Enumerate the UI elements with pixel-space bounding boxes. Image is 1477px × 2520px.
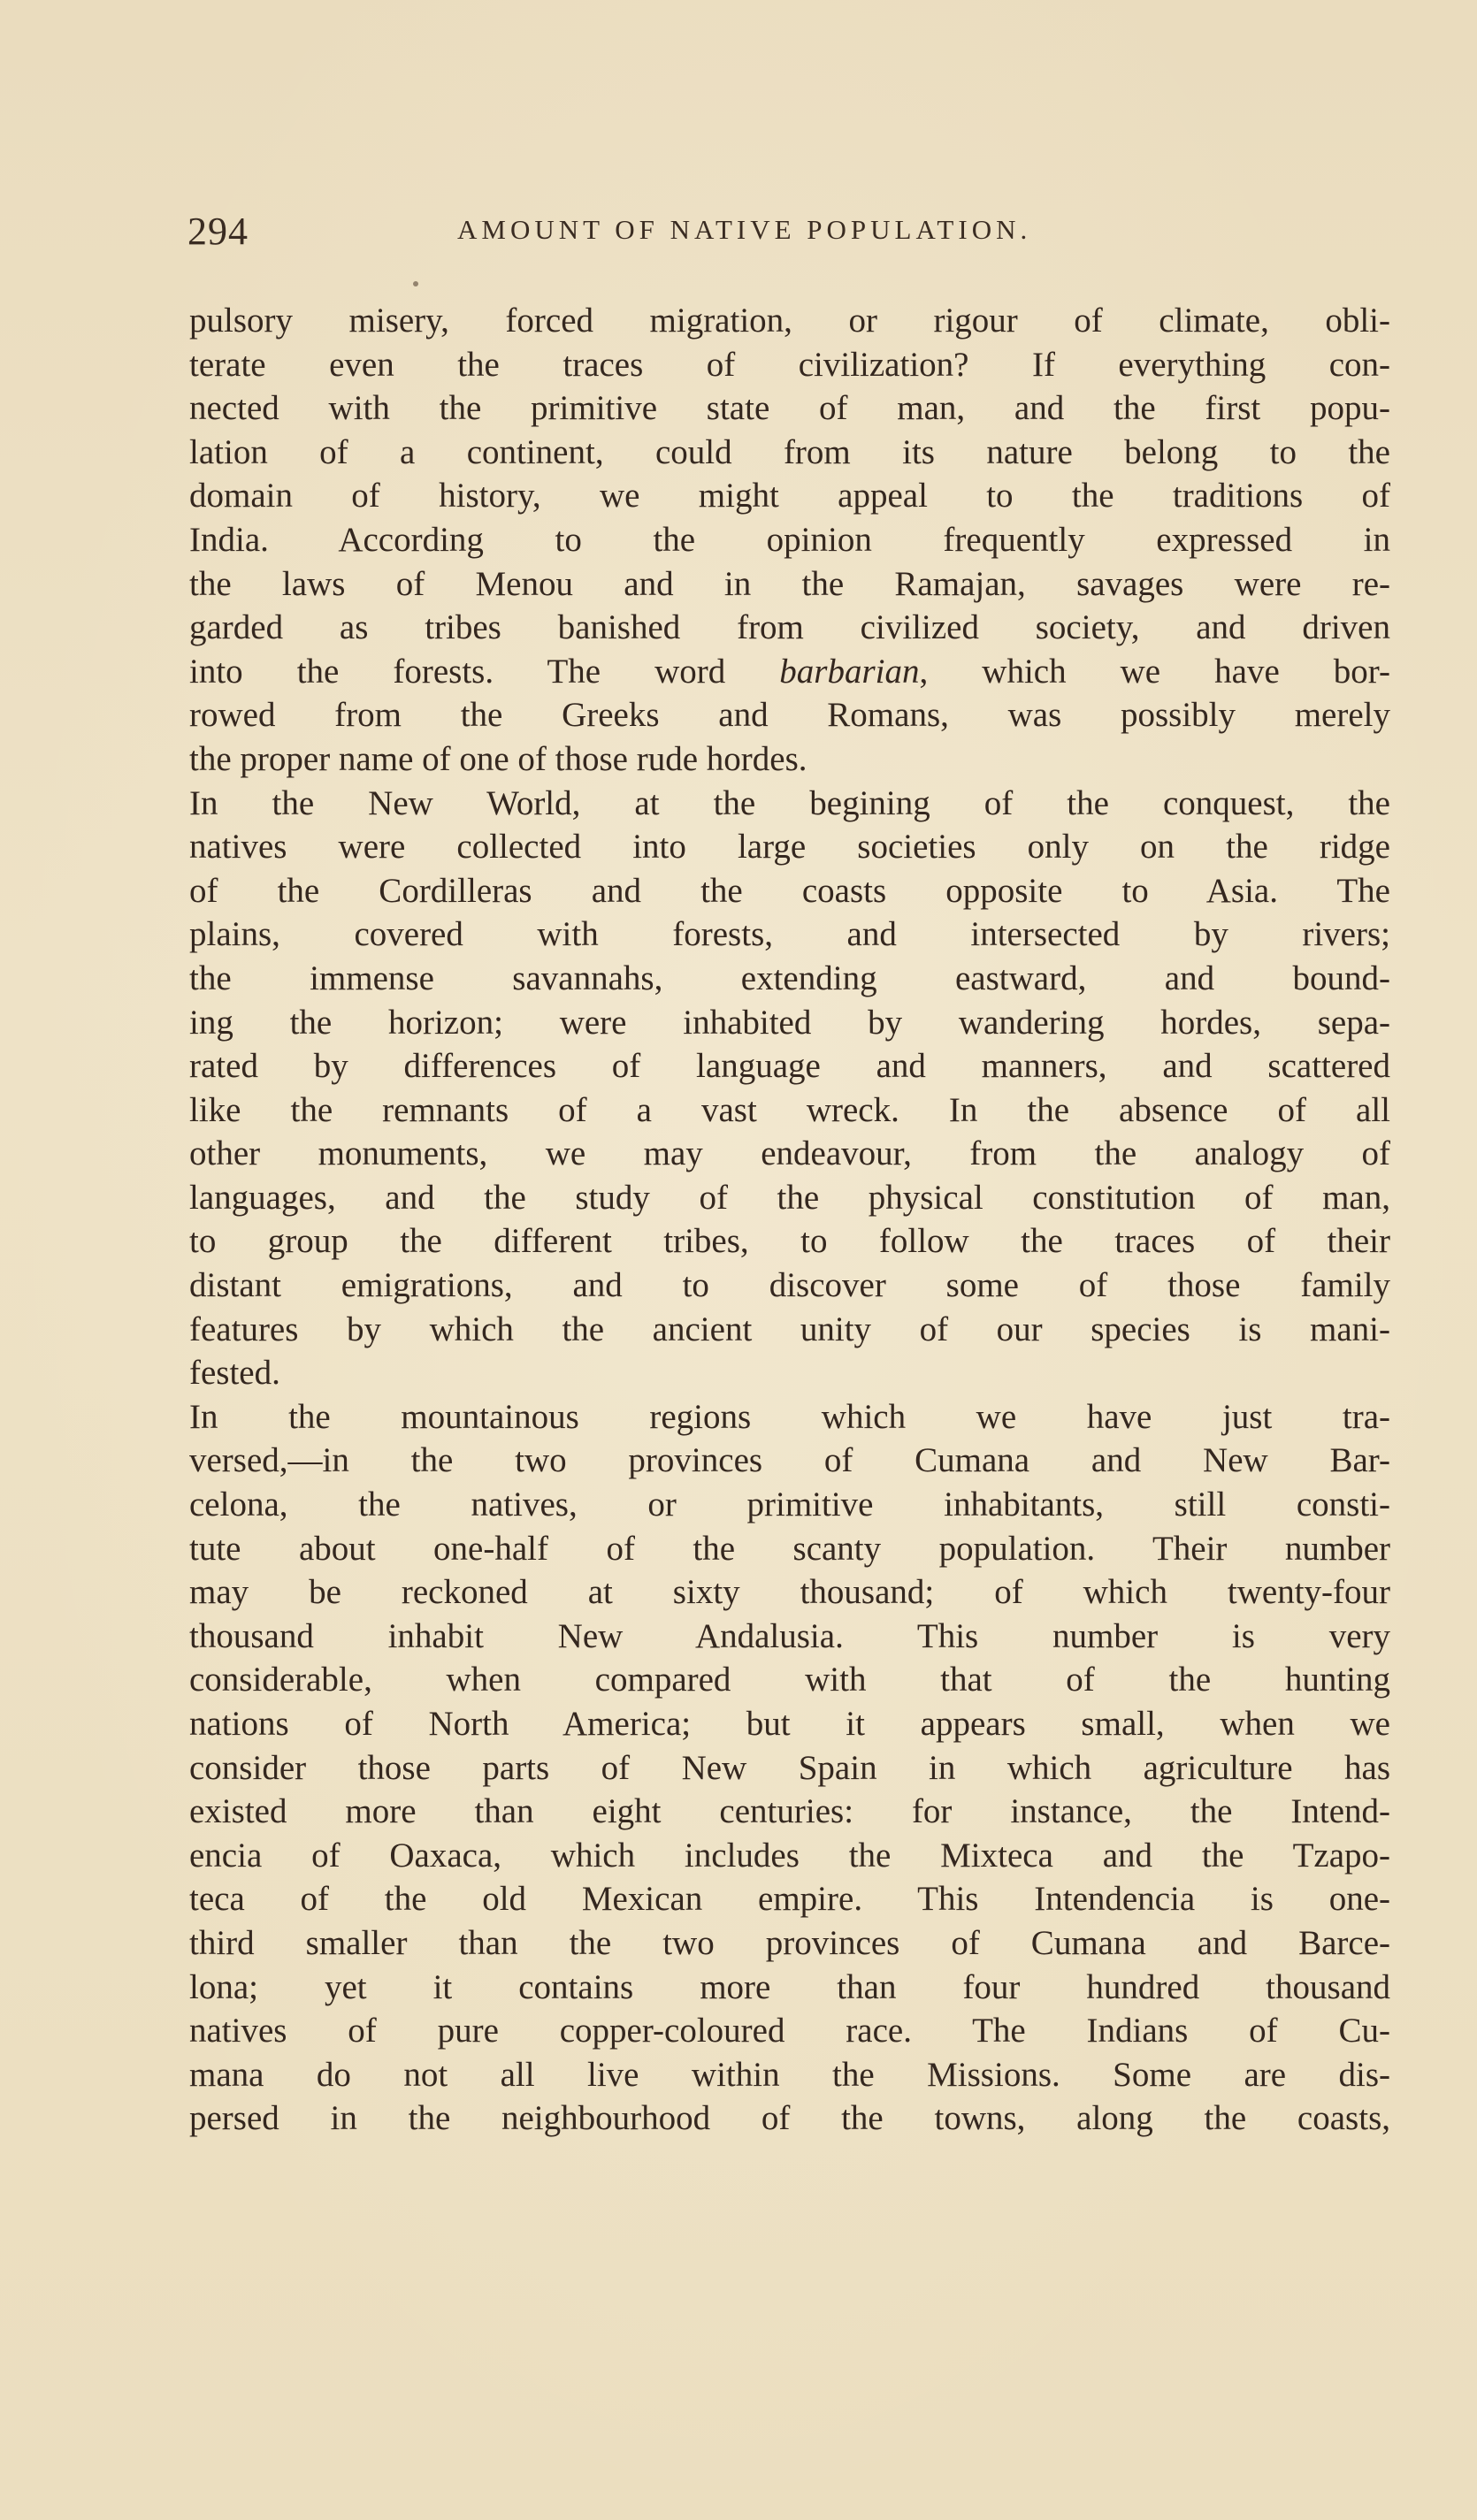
text-line: nected with the primitive state of man, and the first popu- bbox=[189, 389, 1390, 428]
text-line: lation of a continent, could from its nature belong to the bbox=[189, 432, 1390, 471]
text-line: tute about one-half of the scanty population. Their number bbox=[189, 1529, 1390, 1568]
text-line: third smaller than the two provinces of Cumana and Barce- bbox=[189, 1923, 1390, 1962]
page-header bbox=[187, 209, 1390, 262]
text-line: may be reckoned at sixty thousand; of which twenty-four bbox=[189, 1573, 1390, 1612]
text-line: other monuments, we may endeavour, from the analogy of bbox=[189, 1134, 1390, 1173]
text-line: into the forests. The word barbarian, which we have bor- bbox=[189, 652, 1390, 691]
text-line: domain of history, we might appeal to the traditions of bbox=[189, 477, 1390, 515]
text-line: nations of North America; but it appears small, when we bbox=[189, 1705, 1390, 1743]
text-line: consider those parts of New Spain in which agriculture has bbox=[189, 1748, 1390, 1787]
text-line: garded as tribes banished from civilized society, and driven bbox=[189, 608, 1390, 647]
text-line: terate even the traces of civilization? If everything con- bbox=[189, 345, 1390, 384]
text-line: pulsory misery, forced migration, or rigour of climate, obli- bbox=[189, 302, 1390, 340]
running-head: AMOUNT OF NATIVE POPULATION. bbox=[457, 214, 1032, 245]
page-number: 294 bbox=[187, 210, 249, 253]
text-line: celona, the natives, or primitive inhabitants, still consti- bbox=[189, 1485, 1390, 1524]
text-line: persed in the neighbourhood of the towns, along the coasts, bbox=[189, 2099, 1390, 2138]
text-line: mana do not all live within the Missions. Some are dis- bbox=[189, 2055, 1390, 2094]
body-text bbox=[189, 299, 1390, 2141]
text-line: considerable, when compared with that of the hunting bbox=[189, 1661, 1390, 1699]
text-line: plains, covered with forests, and intersected by rivers; bbox=[189, 915, 1390, 954]
text-line: In the New World, at the begining of the conquest, the bbox=[189, 783, 1390, 822]
text-line: the immense savannahs, extending eastward, and bound- bbox=[189, 958, 1390, 997]
text-line: In the mountainous regions which we have just tra- bbox=[189, 1397, 1390, 1436]
text-line: the laws of Menou and in the Ramajan, savages were re- bbox=[189, 564, 1390, 603]
text-line: existed more than eight centuries: for instance, the Intend- bbox=[189, 1792, 1390, 1831]
text-line: thousand inhabit New Andalusia. This number is very bbox=[189, 1616, 1390, 1655]
text-line: fested. bbox=[189, 1354, 280, 1393]
ink-speck bbox=[413, 281, 418, 286]
text-line: distant emigrations, and to discover some of those family bbox=[189, 1266, 1390, 1305]
text-line: of the Cordilleras and the coasts opposite to Asia. The bbox=[189, 871, 1390, 910]
text-line: teca of the old Mexican empire. This Intendencia is one- bbox=[189, 1880, 1390, 1919]
text-line: like the remnants of a vast wreck. In the absence of all bbox=[189, 1090, 1390, 1129]
text-line: rated by differences of language and manners, and scattered bbox=[189, 1047, 1390, 1086]
text-line: encia of Oaxaca, which includes the Mixteca and the Tzapo- bbox=[189, 1836, 1390, 1875]
text-line: languages, and the study of the physical constitution of man, bbox=[189, 1178, 1390, 1217]
text-line: rowed from the Greeks and Romans, was possibly merely bbox=[189, 696, 1390, 735]
text-line: the proper name of one of those rude hordes. bbox=[189, 739, 807, 778]
text-line: India. According to the opinion frequently expressed in bbox=[189, 520, 1390, 559]
text-line: to group the different tribes, to follow the traces of their bbox=[189, 1222, 1390, 1261]
text-line: natives of pure copper-coloured race. The Indians of Cu- bbox=[189, 2012, 1390, 2050]
text-line: lona; yet it contains more than four hundred thousand bbox=[189, 1967, 1390, 2006]
text-line: features by which the ancient unity of our species is mani- bbox=[189, 1310, 1390, 1348]
text-line: natives were collected into large societies only on the ridge bbox=[189, 828, 1390, 867]
text-line: ing the horizon; were inhabited by wandering hordes, sepa- bbox=[189, 1003, 1390, 1042]
text-line: versed,—in the two provinces of Cumana and New Bar- bbox=[189, 1441, 1390, 1480]
